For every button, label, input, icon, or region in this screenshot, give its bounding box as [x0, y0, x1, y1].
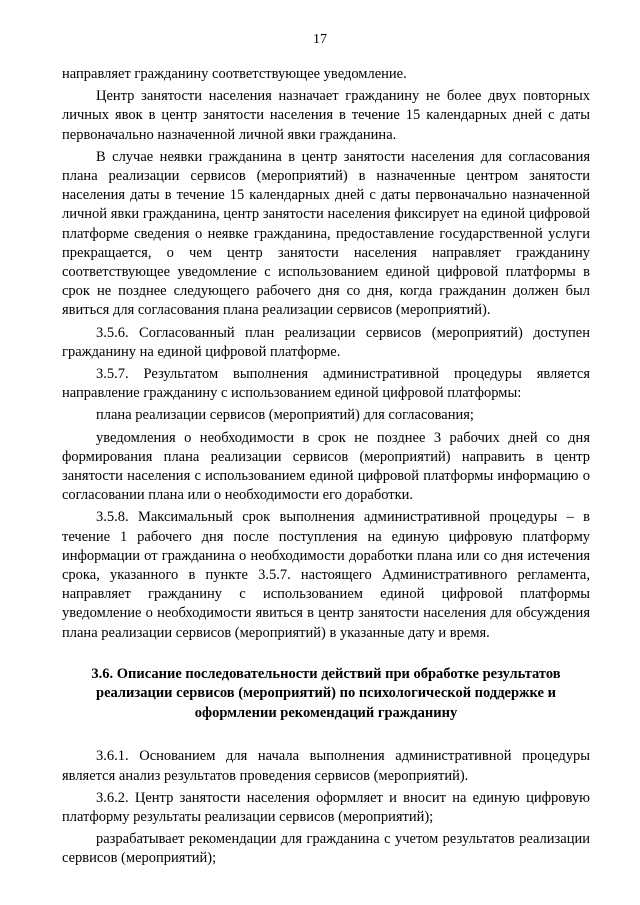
paragraph: 3.5.7. Результатом выполнения административной процедуры является направление гражданину с использованием единой цифровой платформы:	[62, 366, 590, 402]
document-body	[62, 65, 590, 872]
paragraph: Центр занятости населения назначает гражданину не более двух повторных личных явок в центр занятости населения в течение 15 календарных дней с даты первоначально назначенной личной явки гражданина.	[62, 88, 590, 143]
paragraph: уведомления о необходимости в срок не позднее 3 рабочих дней со дня формирования плана реализации сервисов (мероприятий) направить в центр занятости населения с использованием единой цифровой платформы информацию о согласовании плана или о необходимости его доработки.	[62, 429, 590, 504]
paragraph: 3.6.2. Центр занятости населения оформляет и вносит на единую цифровую платформу результаты реализации сервисов (мероприятий);	[62, 789, 590, 825]
paragraph: 3.5.6. Согласованный план реализации сервисов (мероприятий) доступен гражданину на единой цифровой платформе.	[62, 324, 590, 360]
paragraph: В случае неявки гражданина в центр занятости населения для согласования плана реализации сервисов (мероприятий) в назначенные центром занятости населения даты в течение 15 календарных дней с даты первоначально назначенной личной явки гражданина, центр занятости населения фиксирует на единой цифровой платформе сведения о неявке гражданина, предоставление государственной услуги прекращается, о чем центр занятости населения направляет гражданину соответствующее уведомление с использованием единой цифровой платформы в срок не позднее следующего рабочего дня со дня, когда гражданин должен был явиться для согласования плана реализации сервисов (мероприятий).	[62, 148, 590, 319]
paragraph: 3.5.8. Максимальный срок выполнения административной процедуры – в течение 1 рабочего дня после поступления на единую цифровую платформу информации от гражданина о необходимости доработки плана или со дня истечения срока, указанного в пункте 3.5.7. настоящего Административного регламента, направляет гражданину с использованием единой цифровой платформы уведомление о необходимости явиться в центр занятости населения для обсуждения плана реализации сервисов (мероприятий) в указанные дату и время.	[62, 509, 590, 641]
paragraph: разрабатывает рекомендации для гражданина с учетом результатов реализации сервисов (мероприятий);	[62, 831, 590, 867]
section-heading: 3.6. Описание последовательности действий при обработке результатов реализации сервисов (мероприятий) по психологической поддержке и оформлении рекомендаций гражданину	[91, 665, 561, 721]
page-number: 17	[313, 32, 327, 47]
paragraph: 3.6.1. Основанием для начала выполнения административной процедуры является анализ результатов проведения сервисов (мероприятий).	[62, 748, 590, 784]
paragraph: направляет гражданину соответствующее уведомление.	[62, 66, 407, 82]
paragraph: плана реализации сервисов (мероприятий) для согласования;	[96, 407, 474, 424]
